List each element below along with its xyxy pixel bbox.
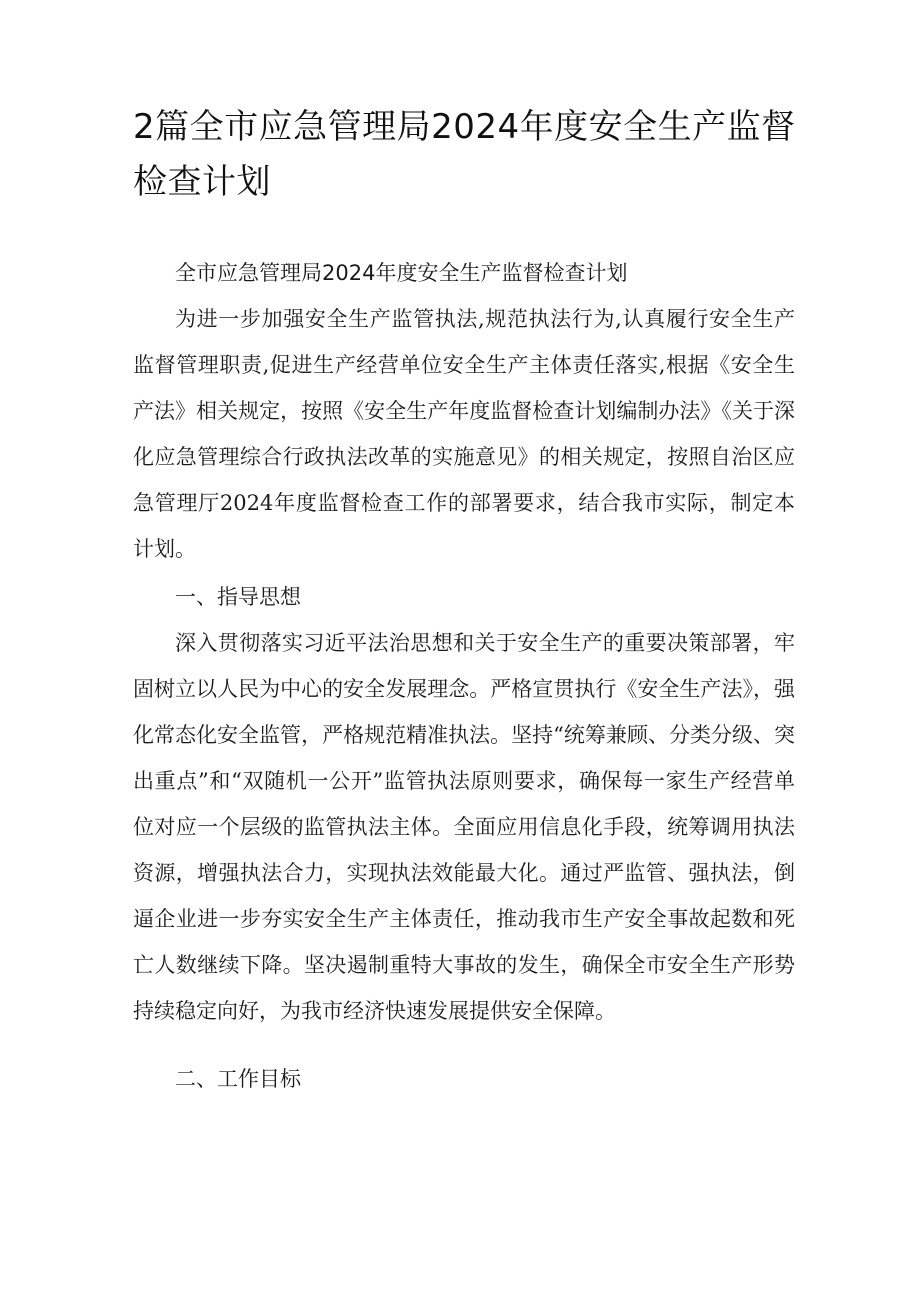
document-subtitle: 全市应急管理局2024年度安全生产监督检查计划 [175,261,628,285]
document-body [133,250,795,1102]
section-heading-work-goals: 二、工作目标 [175,1067,301,1091]
intro-paragraph: 为进一步加强安全生产监管执法,规范执法行为,认真履行安全生产监督管理职责,促进生产经营单位安全生产主体责任落实,根据《安全生产法》相关规定，按照《安全生产年度监督检查计划编制办法》《关于深化应急管理综合行政执法改革的实施意见》的相关规定，按照自治区应急管理厅2024年度监督检查工作的部署要求，结合我市实际，制定本计划。 [133,307,795,561]
document-title: 2篇全市应急管理局2024年度安全生产监督检查计划 [133,107,796,202]
section-heading-guiding-ideology: 一、指导思想 [175,585,301,609]
guiding-ideology-paragraph: 深入贯彻落实习近平法治思想和关于安全生产的重要决策部署，牢固树立以人民为中心的安全发展理念。严格宣贯执行《安全生产法》，强化常态化安全监管，严格规范精准执法。坚持“统筹兼顾、分类分级、突出重点”和“双随机一公开”监管执法原则要求，确保每一家生产经营单位对应一个层级的监管执法主体。全面应用信息化手段，统筹调用执法资源，增强执法合力，实现执法效能最大化。通过严监管、强执法，倒逼企业进一步夯实安全生产主体责任，推动我市生产安全事故起数和死亡人数继续下降。坚决遏制重特大事故的发生，确保全市安全生产形势持续稳定向好，为我市经济快速发展提供安全保障。 [133,631,795,1023]
